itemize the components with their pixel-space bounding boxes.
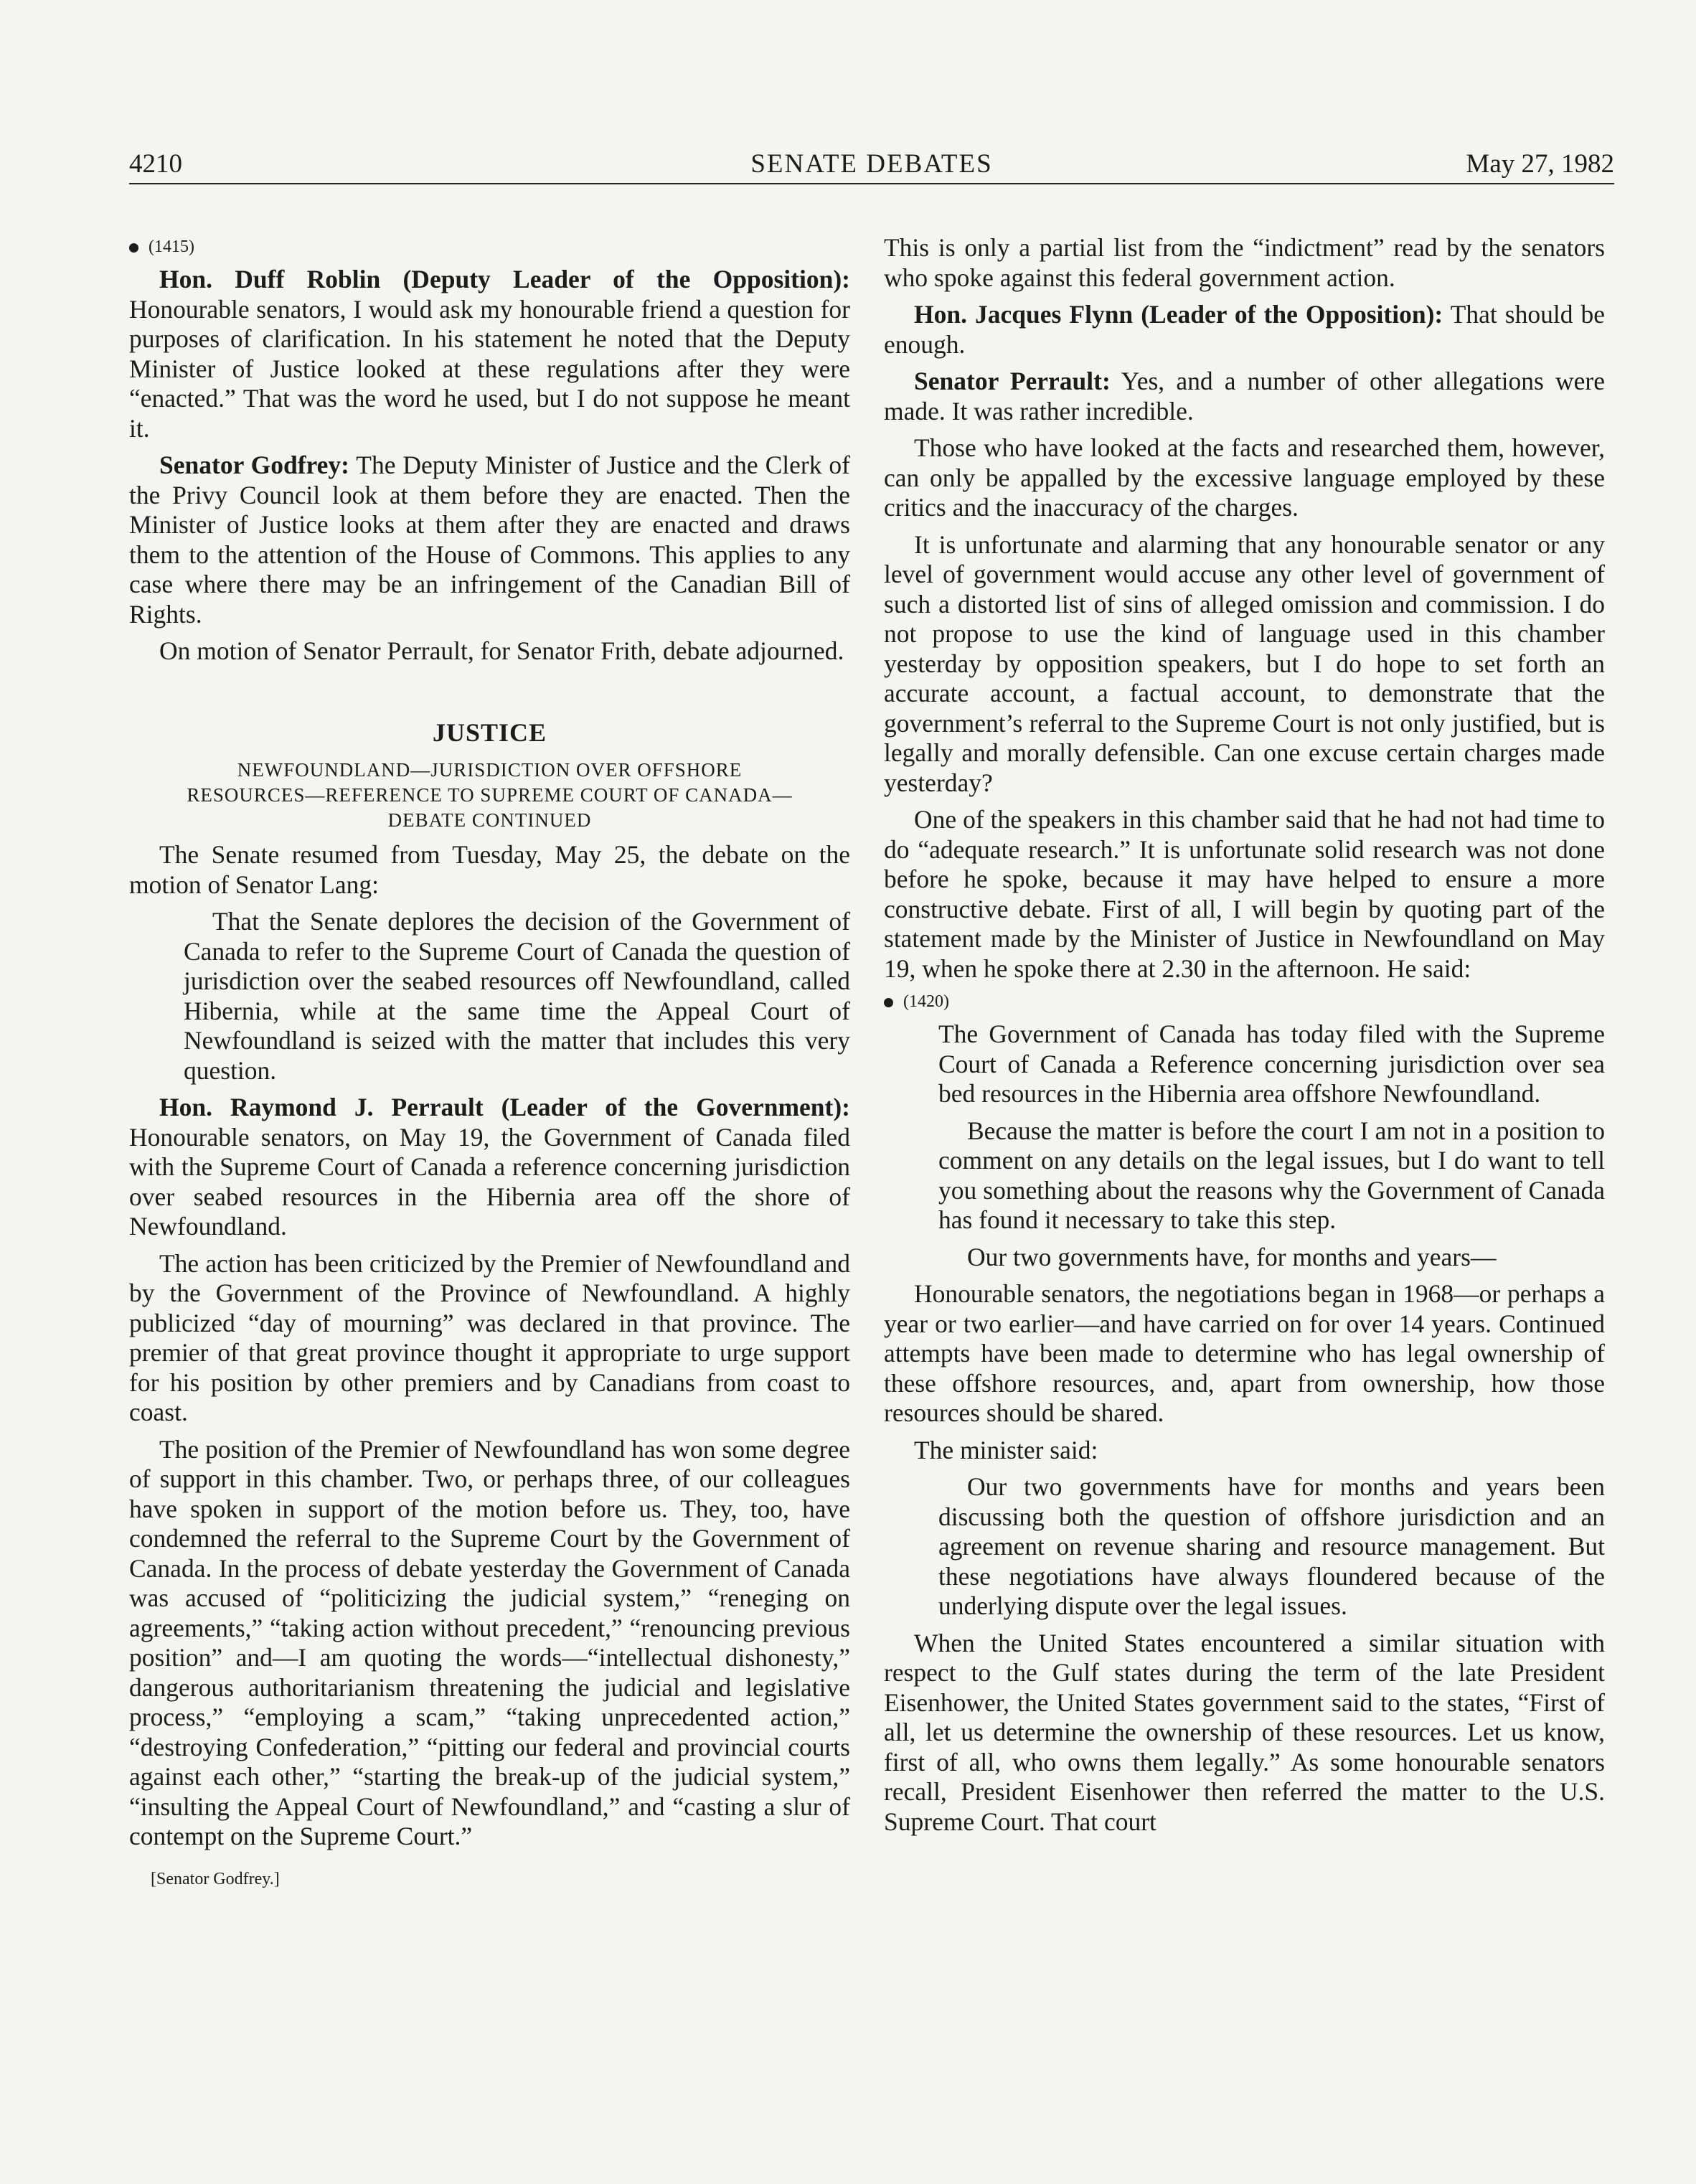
section-subheading: NEWFOUNDLAND—JURISDICTION OVER OFFSHORE RESOURCES—REFERENCE TO SUPREME COURT OF CANADA— DEBATE CONTINUED xyxy=(187,759,793,831)
publication-title: SENATE DEBATES xyxy=(750,149,993,179)
paragraph-unfortunate: It is unfortunate and alarming that any honourable senator or any level of government would accuse any other level of government of such a distorted list of sins of alleged omission and commission. I do not propose to use the kind of language used in this chamber yesterday by opposition speakers, but I do hope to set forth an accurate account, a factual account, to demonstrate that the government’s referral to the Supreme Court is not only justified, but is legally and morally defensible. Can one excuse certain charges made yesterday? xyxy=(884,529,1605,797)
time-marker: (1415) xyxy=(129,236,850,258)
bullet-icon xyxy=(884,998,893,1007)
section-heading: JUSTICE xyxy=(432,717,547,747)
quote-block: Because the matter is before the court I am not in a position to comment on any details on the legal issues, but I do want to tell you something about the reasons why the Government of Canada has found it necessary to take this step. xyxy=(938,1116,1605,1234)
quote-block: The Government of Canada has today filed with the Supreme Court of Canada a Reference concerning jurisdiction over sea bed resources in the Hibernia area offshore Newfoundland. xyxy=(938,1020,1605,1108)
left-column xyxy=(129,233,850,1894)
paragraph-godfrey: Senator Godfrey: The Deputy Minister of Justice and the Clerk of the Privy Council look at them before they are enacted. Then the Minister of Justice looks at them after they are enacted and draws them to the attention of the House of Commons. This applies to any case where there may be an infringement of the Canadian Bill of Rights. xyxy=(129,451,850,629)
speaker-name: Hon. Jacques Flynn (Leader of the Opposition): xyxy=(914,300,1443,329)
paragraph-us: When the United States encountered a similar situation with respect to the Gulf states during the term of the late President Eisenhower, the United States government said to the states, “First of all, let us determine the ownership of these resources. Let us know, first of all, who owns them legally.” As some honourable senators recall, President Eisenhower then referred the matter to the U.S. Supreme Court. That court xyxy=(884,1628,1605,1836)
right-column xyxy=(884,233,1605,1844)
time-marker: (1420) xyxy=(884,991,1605,1012)
bullet-icon xyxy=(129,243,138,253)
paragraph-partial: This is only a partial list from the “indictment” read by the senators who spoke against this federal government action. xyxy=(884,233,1605,292)
paragraph-position: The position of the Premier of Newfoundland has won some degree of support in this chamber. Two, or perhaps three, of our colleagues have spoken in support of the motion before us. They, too, have condemned the referral to the Supreme Court by the Government of Canada. In the process of debate yesterday the Government of Canada was accused of “politicizing the judicial system,” “reneging on agreements,” “taking action without precedent,” “renouncing previous position” and—I am quoting the words—“intellectual dishonesty,” dangerous authoritarianism threatening the judicial and legislative process,” “employing a scam,” “taking unprecedented action,” “destroying Confederation,” “pitting our federal and provincial courts against each other,” “starting the break-up of the judicial system,” “insulting the Appeal Court of Newfoundland,” and “casting a slur of contempt on the Supreme Court.” xyxy=(129,1434,850,1850)
speaker-name: Hon. Raymond J. Perrault (Leader of the Government): xyxy=(159,1093,850,1121)
paragraph-facts: Those who have looked at the facts and researched them, however, can only be appalled by the excessive language employed by these critics and the inaccuracy of the charges. xyxy=(884,433,1605,522)
paragraph-perrault: Hon. Raymond J. Perrault (Leader of the Government): Honourable senators, on May 19, the Government of Canada filed with the Supreme Court of Canada a reference concerning jurisdiction over seabed resources in the Hibernia area off the shore of Newfoundland. xyxy=(129,1093,850,1241)
paragraph-minister-said: The minister said: xyxy=(914,1435,1098,1464)
page-date: May 27, 1982 xyxy=(1466,149,1614,179)
paragraph-roblin: Hon. Duff Roblin (Deputy Leader of the Opposition): Honourable senators, I would ask my honourable friend a question for purposes of clarification. In his statement he noted that the Deputy Minister of Justice looked at these regulations after they were “enacted.” That was the word he used, but I do not suppose he meant it. xyxy=(129,265,850,443)
footnote: [Senator Godfrey.] xyxy=(151,1869,280,1888)
paragraph-flynn: Hon. Jacques Flynn (Leader of the Opposition): That should be enough. xyxy=(884,300,1605,359)
paragraph-adjourned: On motion of Senator Perrault, for Senator Frith, debate adjourned. xyxy=(159,636,844,665)
page-number: 4210 xyxy=(129,149,182,179)
motion-quote: That the Senate deplores the decision of the Government of Canada to refer to the Supreme Court of Canada the question of jurisdiction over the seabed resources off Newfoundland, called Hibernia, while at the same time the Appeal Court of Newfoundland is seized with the matter that includes this very question. xyxy=(184,907,850,1085)
paragraph-perrault-reply: Senator Perrault: Yes, and a number of other allegations were made. It was rather incredible. xyxy=(884,367,1605,425)
paragraph-research: One of the speakers in this chamber said that he had not had time to do “adequate research.” It is unfortunate solid research was not done before he spoke, because it may have helped to ensure a more constructive debate. First of all, I will begin by quoting part of the statement made by the Minister of Justice in Newfoundland on May 19, when he spoke there at 2.30 in the afternoon. He said: xyxy=(884,805,1605,983)
paragraph-negotiations: Honourable senators, the negotiations began in 1968—or perhaps a year or two earlier—and have carried on for over 14 years. Continued attempts have been made to determine who has legal ownership of these offshore resources, and, apart from ownership, how those resources should be shared. xyxy=(884,1279,1605,1427)
quote-block: Our two governments have for months and years been discussing both the question of offshore jurisdiction and an agreement on revenue sharing and resource management. But these negotiations have always floundered because of the underlying dispute over the legal issues. xyxy=(938,1472,1605,1620)
paragraph-action: The action has been criticized by the Premier of Newfoundland and by the Government of the Province of Newfoundland. A highly publicized “day of mourning” was declared in that province. The premier of that great province thought it appropriate to urge support for his position by other premiers and by Canadians from coast to coast. xyxy=(129,1248,850,1426)
page-header xyxy=(129,146,1614,183)
speaker-name: Hon. Duff Roblin (Deputy Leader of the Opposition): xyxy=(159,265,850,293)
speaker-name: Senator Perrault: xyxy=(914,367,1111,395)
header-rule xyxy=(129,183,1614,184)
speaker-name: Senator Godfrey: xyxy=(159,451,349,479)
paragraph-resumed: The Senate resumed from Tuesday, May 25, the debate on the motion of Senator Lang: xyxy=(129,840,850,899)
quote-block: Our two governments have, for months and years— xyxy=(967,1242,1497,1271)
